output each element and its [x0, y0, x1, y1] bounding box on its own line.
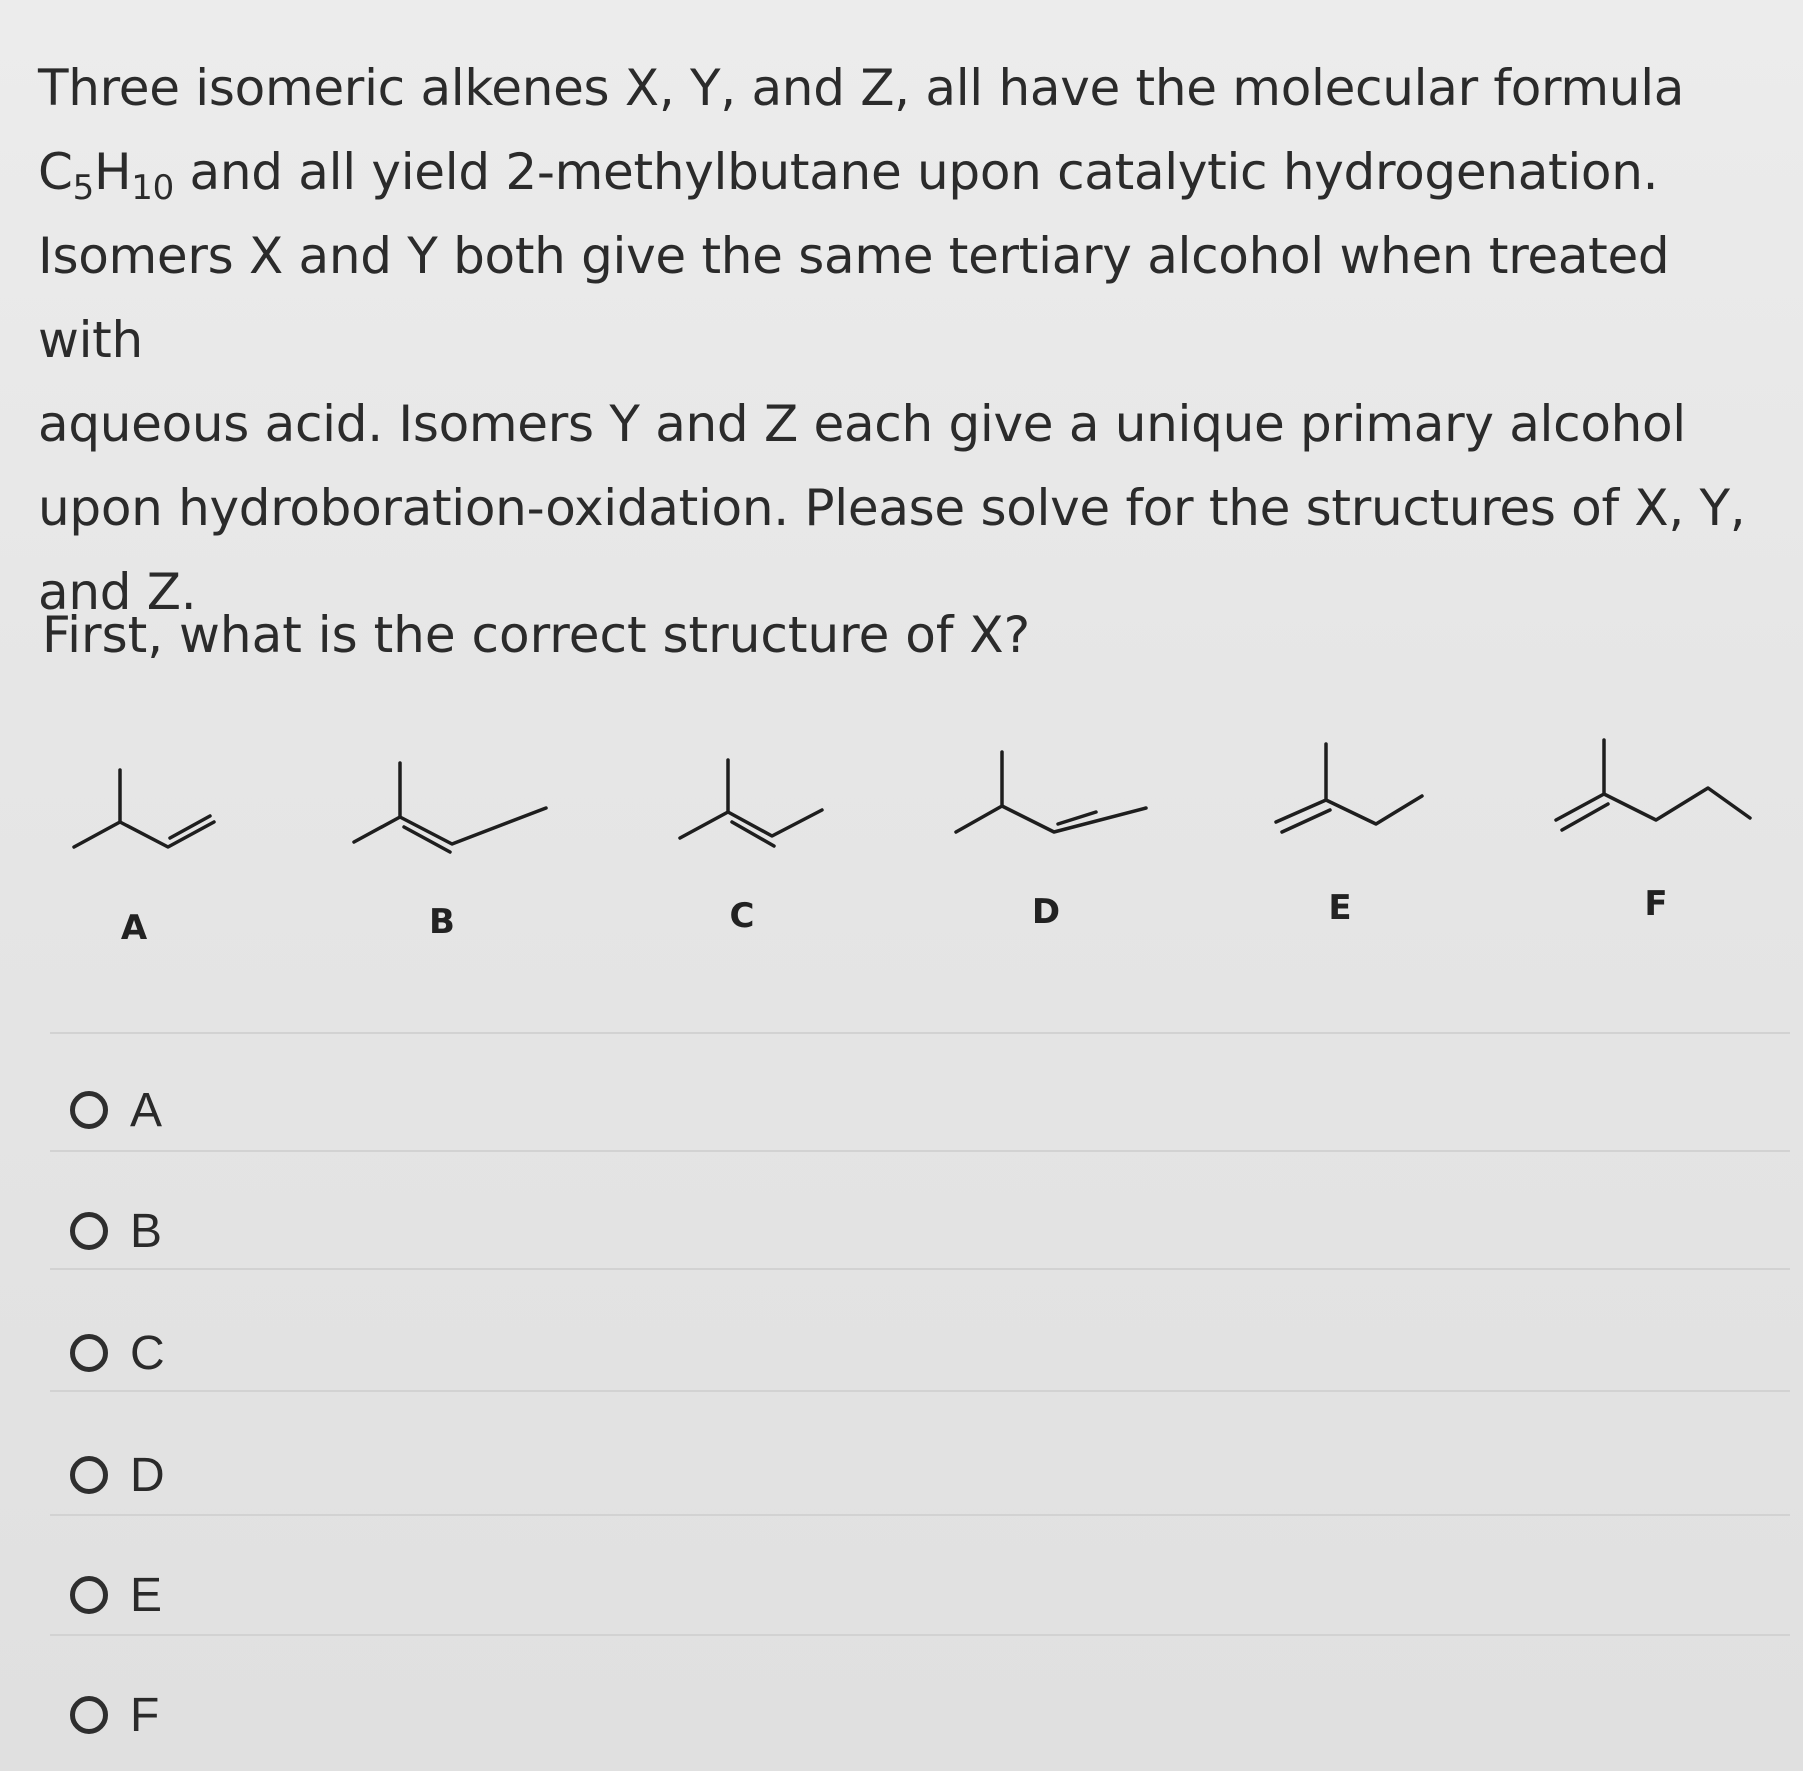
question-text — [38, 46, 1758, 634]
question-line-1: Three isomeric alkenes X, Y, and Z, all have the molecular formula — [38, 59, 1685, 117]
radio-c[interactable] — [70, 1334, 108, 1372]
structure-a-drawing — [74, 770, 214, 847]
radio-a[interactable] — [70, 1091, 108, 1129]
radio-b[interactable] — [70, 1212, 108, 1250]
structure-c-drawing — [680, 760, 822, 846]
formula-c-subscript: 5 — [72, 168, 94, 208]
structure-label-e: E — [1328, 888, 1352, 928]
formula-h-subscript: 10 — [131, 168, 174, 208]
structure-drawings — [0, 730, 1803, 970]
structure-b-drawing — [354, 763, 546, 852]
divider — [50, 1514, 1790, 1516]
option-f-label: F — [130, 1688, 160, 1742]
question-line-5: upon hydroboration-oxidation. Please solve for the structures of X, Y, — [38, 479, 1746, 537]
structure-f-drawing — [1556, 740, 1750, 830]
formula-c: C — [38, 143, 73, 201]
structure-label-a: A — [120, 908, 148, 948]
option-f[interactable] — [70, 1680, 159, 1750]
structure-label-d: D — [1031, 892, 1061, 932]
option-b-label: B — [130, 1204, 163, 1258]
question-line-6: and Z. — [38, 563, 197, 621]
divider — [50, 1032, 1790, 1034]
option-e-label: E — [130, 1568, 163, 1622]
question-line-2 — [38, 130, 1758, 214]
option-b[interactable] — [70, 1196, 162, 1266]
structure-e-drawing — [1276, 744, 1422, 832]
structure-d-drawing — [956, 752, 1146, 832]
option-c-label: C — [130, 1326, 165, 1380]
radio-d[interactable] — [70, 1456, 108, 1494]
option-c[interactable] — [70, 1318, 165, 1388]
option-a-label: A — [130, 1083, 163, 1137]
option-e[interactable] — [70, 1560, 162, 1630]
formula-h: H — [93, 143, 132, 201]
structure-label-b: B — [429, 902, 455, 942]
divider — [50, 1150, 1790, 1152]
option-a[interactable] — [70, 1075, 162, 1145]
radio-e[interactable] — [70, 1576, 108, 1614]
structure-choices — [0, 730, 1803, 970]
divider — [50, 1268, 1790, 1270]
option-d-label: D — [130, 1448, 165, 1502]
radio-f[interactable] — [70, 1696, 108, 1734]
structure-label-c: C — [729, 896, 755, 936]
question-line-2-rest: and all yield 2-methylbutane upon catalytic hydrogenation. — [173, 143, 1659, 201]
structure-label-f: F — [1644, 884, 1668, 924]
option-d[interactable] — [70, 1440, 165, 1510]
question-line-4: aqueous acid. Isomers Y and Z each give a unique primary alcohol — [38, 395, 1686, 453]
divider — [50, 1390, 1790, 1392]
question-prompt: First, what is the correct structure of X? — [42, 606, 1031, 664]
divider — [50, 1634, 1790, 1636]
question-line-3: Isomers X and Y both give the same tertiary alcohol when treated with — [38, 227, 1670, 369]
